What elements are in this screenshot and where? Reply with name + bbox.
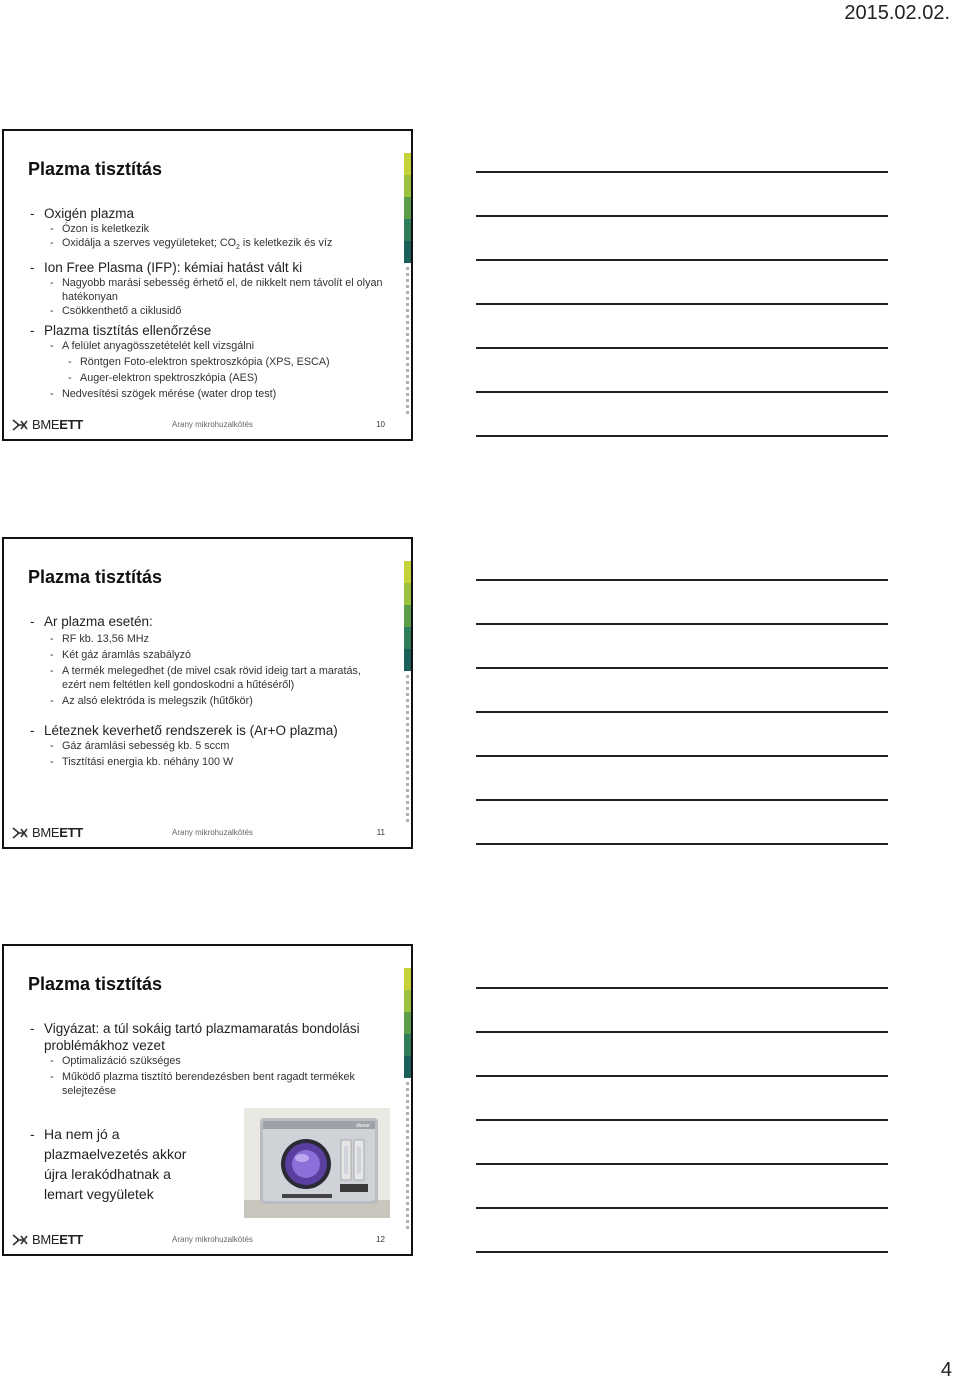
bullet: - Ózon is keletkezik	[28, 222, 387, 236]
bullet: - Az alsó elektróda is melegszik (hűtőkör)	[28, 694, 387, 708]
plasma-cleaner-image	[244, 1108, 390, 1218]
bullet: - Nedvesítési szögek mérése (water drop test)	[28, 387, 387, 401]
bmeett-logo-icon	[12, 826, 29, 840]
bullet: - Csökkenthető a ciklusidő	[28, 304, 387, 318]
bullet: - Működő plazma tisztító berendezésben bent ragadt termékek selejtezése	[28, 1070, 387, 1098]
footer-label: Arany mikrohuzalkötés	[172, 828, 253, 837]
logo-suffix: ETT	[59, 417, 83, 432]
bullet: - Gáz áramlási sebesség kb. 5 sccm	[28, 739, 387, 753]
slide-body-lower	[28, 1124, 211, 1204]
slide-11	[2, 537, 413, 849]
notes-lines	[476, 987, 888, 1253]
vertical-watermark	[404, 675, 410, 825]
slide-12	[2, 944, 413, 1256]
logo-prefix: BME	[32, 825, 60, 840]
logo-suffix: ETT	[59, 825, 83, 840]
bullet: - Vigyázat: a túl sokáig tartó plazmamaratás bondolási problémákhoz vezet	[28, 1020, 387, 1054]
bullet: - Oxigén plazma	[28, 205, 387, 222]
page-date: 2015.02.02.	[844, 2, 950, 24]
slide-10	[2, 129, 413, 441]
notes-lines	[476, 171, 888, 437]
logo-prefix: BME	[32, 1232, 60, 1247]
bullet: - Auger-elektron spektroszkópia (AES)	[28, 371, 387, 385]
bmeett-logo-icon	[12, 418, 29, 432]
bmeett-logo-icon	[12, 1233, 29, 1247]
bullet: - A termék melegedhet (de mivel csak rövid ideig tart a maratás, ezért nem feltétlen kell gondoskodni a hűtéséről)	[28, 664, 387, 692]
bullet: - Léteznek keverhető rendszerek is (Ar+O plazma)	[28, 722, 387, 739]
bullet: - Optimalizáció szükséges	[28, 1054, 387, 1068]
bullet-text: is keletkezik és víz	[239, 237, 333, 249]
subscript: 2	[236, 244, 240, 252]
bullet: - RF kb. 13,56 MHz	[28, 632, 387, 646]
vertical-watermark	[404, 1082, 410, 1232]
bullet: - Két gáz áramlás szabályzó	[28, 648, 387, 662]
slide-title: Plazma tisztítás	[28, 974, 163, 994]
notes-lines	[476, 579, 888, 845]
bmeett-logo	[12, 825, 83, 840]
slide-number: 11	[376, 828, 385, 837]
slide-footer	[12, 417, 389, 433]
bullet: - Ar plazma esetén:	[28, 613, 387, 630]
page-number: 4	[940, 1359, 952, 1381]
slide-body	[28, 1020, 387, 1098]
bmeett-logo	[12, 417, 83, 432]
slide-title: Plazma tisztítás	[28, 567, 163, 587]
slide-title: Plazma tisztítás	[28, 159, 163, 179]
bullet: - Nagyobb marási sebesség érhető el, de nikkelt nem távolít el olyan hatékonyan	[28, 276, 387, 304]
vertical-watermark	[404, 267, 410, 417]
slide-footer	[12, 1232, 389, 1248]
logo-prefix: BME	[32, 417, 60, 432]
footer-label: Arany mikrohuzalkötés	[172, 1235, 253, 1244]
photo-brand-label: diener	[356, 1123, 370, 1129]
bullet: - Plazma tisztítás ellenőrzése	[28, 322, 387, 339]
bullet-text: Oxidálja a szerves vegyületeket; CO	[62, 237, 237, 249]
logo-suffix: ETT	[59, 1232, 83, 1247]
footer-label: Arany mikrohuzalkötés	[172, 420, 253, 429]
slide-footer	[12, 825, 389, 841]
bullet: - Tisztítási energia kb. néhány 100 W	[28, 755, 387, 769]
slide-body	[28, 613, 387, 769]
plasma-cleaner-photo	[244, 1108, 390, 1218]
slide-body	[28, 205, 387, 401]
slide-number: 12	[376, 1235, 385, 1244]
bullet: - Röntgen Foto-elektron spektroszkópia (XPS, ESCA)	[28, 355, 387, 369]
bmeett-logo	[12, 1232, 83, 1247]
slide-number: 10	[376, 420, 385, 429]
bullet	[28, 236, 387, 255]
bullet: - Ion Free Plasma (IFP): kémiai hatást vált ki	[28, 259, 387, 276]
bullet: - A felület anyagösszetételét kell vizsgálni	[28, 339, 387, 353]
bullet: - Ha nem jó a plazmaelvezetés akkor újra lerakódhatnak a lemart vegyületek	[28, 1124, 211, 1204]
